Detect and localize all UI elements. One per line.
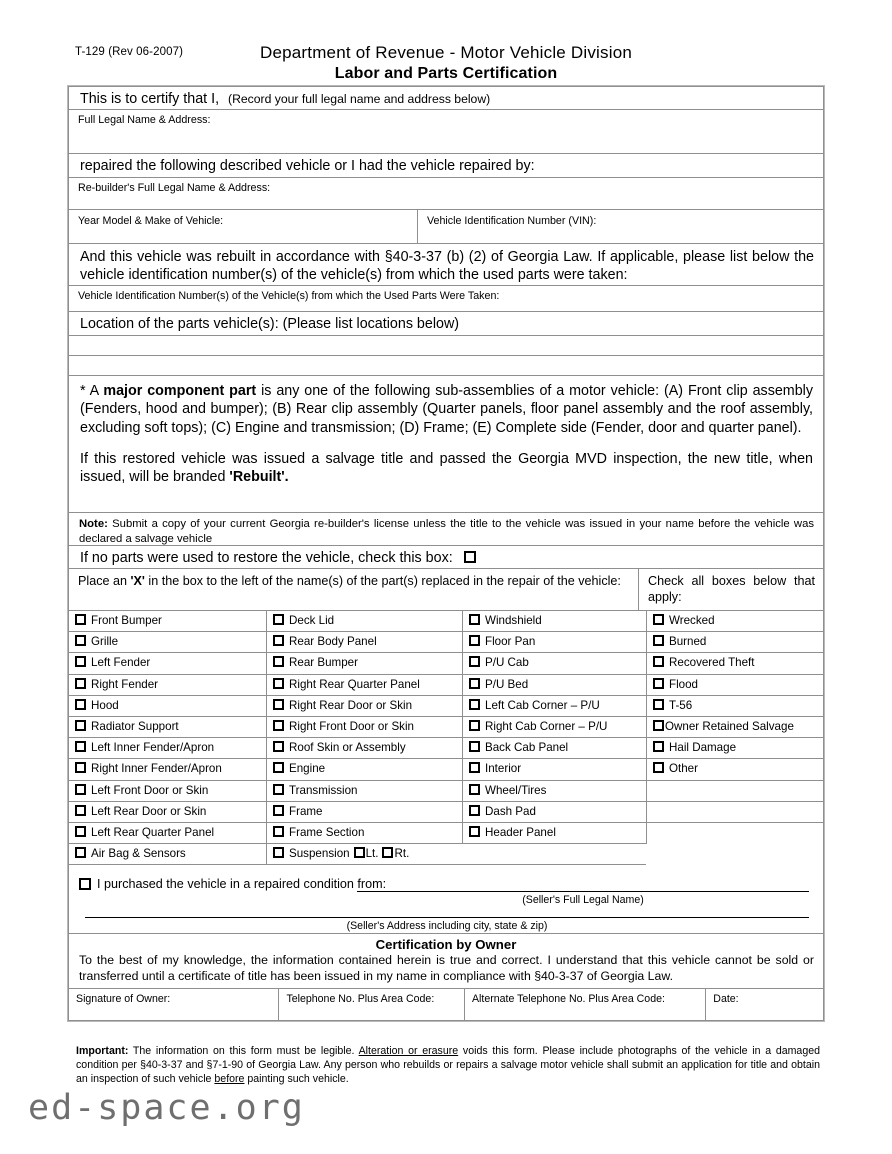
department-title: Department of Revenue - Motor Vehicle Division bbox=[259, 43, 633, 62]
parts-item[interactable] bbox=[462, 738, 646, 759]
checkbox[interactable] bbox=[653, 762, 664, 773]
major-component-paragraph bbox=[80, 382, 813, 437]
parts-item[interactable] bbox=[266, 696, 462, 717]
year-make-label: Year Model & Make of Vehicle: bbox=[78, 215, 224, 227]
mc-post: is any one of the following sub-assemblies of a motor vehicle: (A) Front clip assembly (Fenders, hood and bumper); (B) Rear clip assembly (Quarter panels, floor panel assembly and the roof assembly, excluding soft tops); (C) Engine and transmission; (D) Frame; (E) Complete side (Fender, door and quarter panel). bbox=[80, 383, 813, 436]
mc-pre: * A bbox=[80, 383, 104, 399]
major-component-band bbox=[68, 376, 824, 513]
condition-item-label: Flood bbox=[669, 677, 699, 691]
parts-instruction-post: in the box to the left of the name(s) of the part(s) replaced in the repair of the vehicle: bbox=[144, 574, 621, 588]
salvage-pre: If this restored vehicle was issued a salvage title and passed the Georgia MVD inspection, the new title, when issued, will be branded bbox=[80, 450, 813, 486]
parts-location-line-1[interactable] bbox=[68, 336, 824, 356]
seller-name-rule[interactable] bbox=[357, 891, 809, 892]
suspension-lt-label: Lt. bbox=[365, 847, 379, 861]
parts-item[interactable] bbox=[266, 632, 462, 653]
condition-item-label: Wrecked bbox=[669, 614, 715, 627]
checkbox[interactable] bbox=[469, 741, 480, 752]
checkbox[interactable] bbox=[75, 805, 86, 816]
parts-grid bbox=[68, 611, 824, 865]
seller-name-caption: (Seller's Full Legal Name) bbox=[522, 894, 644, 907]
parts-item-label: Front Bumper bbox=[91, 614, 162, 627]
parts-item[interactable] bbox=[68, 696, 266, 717]
purchase-block bbox=[68, 865, 824, 934]
date-label: Date: bbox=[713, 993, 739, 1006]
condition-item[interactable] bbox=[646, 759, 824, 780]
parts-item[interactable] bbox=[462, 653, 646, 674]
parts-item-suspension[interactable] bbox=[266, 844, 462, 865]
parts-item-label: Frame Section bbox=[289, 825, 365, 839]
parts-column-2 bbox=[266, 611, 462, 865]
parts-item-label: Back Cab Panel bbox=[485, 741, 569, 755]
parts-item[interactable] bbox=[266, 717, 462, 738]
condition-item[interactable] bbox=[646, 738, 824, 759]
parts-instruction-bold: 'X' bbox=[130, 574, 145, 588]
signature-label: Signature of Owner: bbox=[76, 993, 171, 1006]
parts-item-label: Rear Bumper bbox=[289, 656, 358, 670]
checkbox[interactable] bbox=[75, 847, 86, 858]
checkbox[interactable] bbox=[75, 784, 86, 795]
condition-item-label: Recovered Theft bbox=[669, 656, 755, 670]
parts-item[interactable] bbox=[68, 675, 266, 696]
important-part3: painting such vehicle. bbox=[244, 1073, 349, 1086]
parts-item[interactable] bbox=[462, 717, 646, 738]
important-part1: The information on this form must be legible. bbox=[128, 1045, 359, 1057]
certify-line: This is to certify that I, bbox=[80, 91, 220, 107]
parts-item[interactable] bbox=[462, 802, 646, 823]
parts-item-label: Grille bbox=[91, 635, 119, 649]
important-notice bbox=[76, 1044, 820, 1086]
parts-item[interactable] bbox=[462, 781, 646, 802]
parts-item[interactable] bbox=[462, 611, 646, 632]
note-label: Note: bbox=[79, 518, 108, 530]
parts-item[interactable] bbox=[266, 759, 462, 780]
note-text: Submit a copy of your current Georgia re-builder's license unless the title to the vehicle was issued in your name before the vehicle was declared a salvage vehicle bbox=[79, 518, 814, 545]
condition-item-empty bbox=[646, 823, 824, 844]
parts-location-band bbox=[68, 312, 824, 336]
parts-item-label: Left Fender bbox=[91, 656, 151, 670]
checkbox[interactable] bbox=[75, 614, 86, 625]
parts-header-row bbox=[68, 569, 824, 611]
parts-item[interactable] bbox=[462, 675, 646, 696]
checkbox[interactable] bbox=[273, 614, 284, 625]
seller-address-rule[interactable] bbox=[85, 917, 809, 918]
checkbox[interactable] bbox=[273, 805, 284, 816]
parts-item-label: Right Inner Fender/Apron bbox=[91, 762, 222, 776]
checkbox[interactable] bbox=[75, 826, 86, 837]
checkbox[interactable] bbox=[273, 656, 284, 667]
checkbox[interactable] bbox=[273, 678, 284, 689]
parts-item-label: Transmission bbox=[289, 783, 358, 797]
parts-item-label: Interior bbox=[485, 762, 522, 776]
condition-item-empty bbox=[646, 781, 824, 802]
year-make-field[interactable] bbox=[68, 210, 417, 244]
check-all-label: Check all boxes below that apply: bbox=[648, 574, 815, 605]
purchased-repaired-checkbox[interactable] bbox=[79, 878, 91, 890]
parts-instruction-cell bbox=[68, 569, 638, 611]
no-parts-band bbox=[68, 546, 824, 569]
parts-item-label: Frame bbox=[289, 804, 323, 818]
parts-item-label: Left Rear Quarter Panel bbox=[91, 825, 215, 839]
parts-item-empty bbox=[462, 844, 646, 865]
checkbox[interactable] bbox=[469, 826, 480, 837]
checkbox[interactable] bbox=[653, 741, 664, 752]
important-label: Important: bbox=[76, 1045, 129, 1057]
signature-row bbox=[69, 988, 823, 1020]
checkbox[interactable] bbox=[273, 741, 284, 752]
suspension-rt-label: Rt. bbox=[394, 847, 410, 861]
condition-item[interactable] bbox=[646, 632, 824, 653]
rebuilt-paragraph-band bbox=[68, 244, 824, 286]
parts-item-label: Right Rear Quarter Panel bbox=[289, 677, 420, 691]
parts-item[interactable] bbox=[266, 611, 462, 632]
checkbox[interactable] bbox=[273, 762, 284, 773]
checkbox[interactable] bbox=[653, 678, 664, 689]
condition-item[interactable] bbox=[646, 653, 824, 674]
important-underline1: Alteration or erasure bbox=[358, 1045, 459, 1057]
condition-item-label: T-56 bbox=[669, 698, 693, 712]
vin-used-parts-field[interactable] bbox=[68, 286, 824, 312]
checkbox[interactable] bbox=[75, 762, 86, 773]
parts-item[interactable] bbox=[68, 653, 266, 674]
checkbox[interactable] bbox=[469, 635, 480, 646]
checkbox[interactable] bbox=[469, 678, 480, 689]
note-band bbox=[68, 513, 824, 546]
no-parts-checkbox[interactable] bbox=[464, 551, 476, 563]
telephone-label: Telephone No. Plus Area Code: bbox=[286, 993, 435, 1006]
parts-item[interactable] bbox=[266, 738, 462, 759]
checkbox[interactable] bbox=[75, 635, 86, 646]
parts-item[interactable] bbox=[462, 632, 646, 653]
certify-band bbox=[68, 86, 824, 110]
parts-item-label: Header Panel bbox=[485, 825, 556, 839]
parts-item-label: Right Front Door or Skin bbox=[289, 719, 415, 733]
certify-hint: (Record your full legal name and address below) bbox=[228, 92, 491, 106]
checkbox[interactable] bbox=[653, 699, 664, 710]
parts-location-label: Location of the parts vehicle(s): (Please list locations below) bbox=[80, 316, 460, 332]
parts-item-label: Left Inner Fender/Apron bbox=[91, 741, 215, 755]
condition-item[interactable] bbox=[646, 675, 824, 696]
seller-address-caption: (Seller's Address including city, state & zip) bbox=[346, 920, 548, 933]
no-parts-label: If no parts were used to restore the vehicle, check this box: bbox=[80, 550, 453, 566]
parts-item-label: Dash Pad bbox=[485, 804, 536, 818]
checkbox[interactable] bbox=[469, 762, 480, 773]
parts-item[interactable] bbox=[68, 823, 266, 844]
certification-block bbox=[68, 934, 824, 1021]
full-legal-name-address-field[interactable] bbox=[68, 110, 824, 154]
repaired-line: repaired the following described vehicle or I had the vehicle repaired by: bbox=[80, 158, 535, 174]
checkbox[interactable] bbox=[273, 826, 284, 837]
parts-item[interactable] bbox=[266, 823, 462, 844]
checkbox[interactable] bbox=[653, 720, 664, 731]
important-underline2: before bbox=[214, 1073, 245, 1086]
certification-body: To the best of my knowledge, the information contained herein is true and correct. I understand that this vehicle cannot be sold or transferred until a certificate of title has been issued in my name in compliance with §40-3-37 of Georgia Law. bbox=[79, 953, 814, 984]
parts-item[interactable] bbox=[68, 781, 266, 802]
parts-item-label: Right Rear Door or Skin bbox=[289, 698, 413, 712]
condition-item[interactable] bbox=[646, 717, 824, 738]
checkbox[interactable] bbox=[653, 614, 664, 625]
mc-bold: major component part bbox=[103, 383, 257, 399]
condition-item-label: Owner Retained Salvage bbox=[665, 719, 794, 733]
checkbox[interactable] bbox=[469, 699, 480, 710]
parts-item[interactable] bbox=[68, 717, 266, 738]
rebuilder-label: Re-builder's Full Legal Name & Address: bbox=[78, 182, 271, 194]
parts-item-label: P/U Cab bbox=[485, 656, 529, 670]
parts-item-label: Left Cab Corner – P/U bbox=[485, 698, 600, 712]
parts-item-label: Right Fender bbox=[91, 677, 159, 691]
salvage-bold: 'Rebuilt'. bbox=[229, 469, 289, 486]
parts-item-label: P/U Bed bbox=[485, 677, 529, 691]
parts-item-label: Deck Lid bbox=[289, 614, 335, 627]
checkbox[interactable] bbox=[273, 784, 284, 795]
parts-item[interactable] bbox=[266, 781, 462, 802]
parts-column-1 bbox=[68, 611, 266, 865]
checkbox[interactable] bbox=[653, 656, 664, 667]
checkbox[interactable] bbox=[469, 784, 480, 795]
checkbox[interactable] bbox=[75, 656, 86, 667]
checkbox[interactable] bbox=[75, 699, 86, 710]
rebuilt-paragraph: And this vehicle was rebuilt in accordance with §40-3-37 (b) (2) of Georgia Law. If applicable, please list below the vehicle identification number(s) of the vehicle(s) from which the used parts were taken: bbox=[80, 249, 814, 284]
condition-item-empty bbox=[646, 802, 824, 823]
checkbox[interactable] bbox=[273, 847, 284, 858]
checkbox[interactable] bbox=[75, 678, 86, 689]
parts-item-label: Roof Skin or Assembly bbox=[289, 741, 406, 755]
condition-item-label: Other bbox=[669, 762, 698, 776]
parts-location-line-2[interactable] bbox=[68, 356, 824, 376]
checkbox[interactable] bbox=[653, 635, 664, 646]
parts-item-label: Floor Pan bbox=[485, 635, 536, 649]
checkbox[interactable] bbox=[469, 805, 480, 816]
parts-item[interactable] bbox=[266, 802, 462, 823]
full-legal-name-address-label: Full Legal Name & Address: bbox=[78, 114, 211, 126]
check-all-cell bbox=[638, 569, 824, 611]
parts-item[interactable] bbox=[462, 696, 646, 717]
suspension-lt-checkbox[interactable] bbox=[354, 847, 365, 858]
parts-column-4 bbox=[646, 611, 824, 865]
parts-item-label: Hood bbox=[91, 698, 119, 712]
signature-field[interactable] bbox=[69, 988, 279, 1020]
condition-item-label: Burned bbox=[669, 635, 707, 649]
telephone-field[interactable] bbox=[279, 988, 465, 1020]
alt-telephone-label: Alternate Telephone No. Plus Area Code: bbox=[471, 993, 665, 1006]
parts-item[interactable] bbox=[462, 759, 646, 780]
parts-item-label: Radiator Support bbox=[91, 719, 179, 733]
parts-item-label: Windshield bbox=[485, 614, 542, 627]
date-field[interactable] bbox=[706, 988, 823, 1020]
vin-label: Vehicle Identification Number (VIN): bbox=[427, 215, 597, 227]
checkbox[interactable] bbox=[273, 635, 284, 646]
certification-title: Certification by Owner bbox=[375, 937, 517, 953]
parts-item-label: Rear Body Panel bbox=[289, 635, 377, 649]
parts-item[interactable] bbox=[462, 823, 646, 844]
parts-item[interactable] bbox=[68, 632, 266, 653]
alt-telephone-field[interactable] bbox=[465, 988, 706, 1020]
parts-item-label: Air Bag & Sensors bbox=[91, 847, 186, 861]
salvage-paragraph bbox=[80, 450, 813, 487]
checkbox[interactable] bbox=[469, 614, 480, 625]
parts-item-label: Engine bbox=[289, 762, 326, 776]
parts-item[interactable] bbox=[68, 738, 266, 759]
parts-item[interactable] bbox=[68, 802, 266, 823]
important-part2: voids this form. Please include photographs of the vehicle in a damaged condition per §40-3-37 and §7-1-90 of Georgia Law. Any person who rebuilds or repairs a salvage motor vehicle shall submit an application for title and obtain an inspection of such vehicle bbox=[76, 1045, 821, 1086]
vehicle-row bbox=[68, 210, 824, 244]
purchase-label: I purchased the vehicle in a repaired condition from: bbox=[97, 877, 387, 892]
rebuilder-name-address-field[interactable] bbox=[68, 178, 824, 210]
parts-item-label: Left Front Door or Skin bbox=[91, 783, 209, 797]
repaired-band bbox=[68, 154, 824, 178]
parts-item[interactable] bbox=[68, 844, 266, 865]
checkbox[interactable] bbox=[75, 720, 86, 731]
condition-item-label: Hail Damage bbox=[669, 741, 737, 755]
vin-field[interactable] bbox=[417, 210, 824, 244]
parts-item-label: Right Cab Corner – P/U bbox=[485, 719, 608, 733]
parts-item[interactable] bbox=[68, 611, 266, 632]
parts-instruction-pre: Place an bbox=[78, 574, 131, 588]
checkbox[interactable] bbox=[469, 720, 480, 731]
condition-item[interactable] bbox=[646, 611, 824, 632]
checkbox[interactable] bbox=[273, 699, 284, 710]
form-number: T-129 (Rev 06-2007) bbox=[75, 46, 184, 58]
condition-item[interactable] bbox=[646, 696, 824, 717]
checkbox[interactable] bbox=[469, 656, 480, 667]
parts-item-label: Wheel/Tires bbox=[485, 783, 547, 797]
vin-used-parts-label: Vehicle Identification Number(s) of the Vehicle(s) from which the Used Parts Were Taken: bbox=[78, 290, 500, 302]
parts-item[interactable] bbox=[266, 653, 462, 674]
parts-item-label: Left Rear Door or Skin bbox=[91, 804, 207, 818]
parts-item-label: Suspension bbox=[289, 847, 350, 861]
checkbox[interactable] bbox=[273, 720, 284, 731]
page-header bbox=[0, 43, 892, 88]
condition-item-empty bbox=[646, 844, 824, 865]
parts-item[interactable] bbox=[68, 759, 266, 780]
page-title: Labor and Parts Certification bbox=[334, 65, 558, 82]
parts-column-3 bbox=[462, 611, 646, 865]
parts-item[interactable] bbox=[266, 675, 462, 696]
form-body bbox=[67, 85, 825, 1022]
watermark: ed-space.org bbox=[28, 1088, 305, 1128]
suspension-rt-checkbox[interactable] bbox=[382, 847, 393, 858]
checkbox[interactable] bbox=[75, 741, 86, 752]
